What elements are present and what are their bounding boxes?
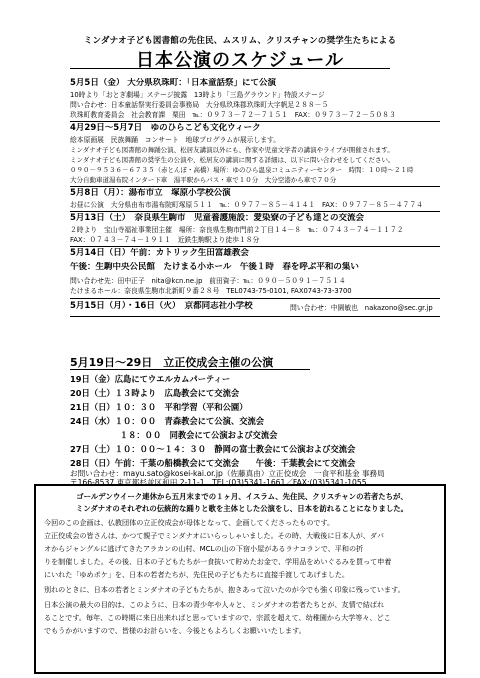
event-2-line-5: 大分自動車道湯布院インター下車 湯平駅からバス・車で１０分 大分空港から車で７０分 bbox=[70, 176, 337, 184]
message-line-10: ることです。毎年、この時期に来日出来ればと思っていますので、宗派を超えて、幼稚園から大学等々、どこ bbox=[44, 613, 391, 622]
rissho-item-2: 20日（土）１３時より 広島教会にて交流会 bbox=[70, 388, 240, 398]
event-5b-line-1: 問い合わせ先：田中正子 nita@kcn.ne.jp 前田資子：℡：０９０－５０９１－７５１４ bbox=[70, 277, 346, 285]
event-2-heading: 4月29日～5月7日 ゆのひらこども文化ウィーク bbox=[70, 123, 261, 133]
event-1-line-2: 問い合わせ：日本童話祭実行委員会事務局 大分県玖珠郡玖珠町大字帆足２８８－５ bbox=[70, 101, 329, 109]
event-5b-line-2: たけまるホール：奈良県生駒市北新町９番２８号 TEL0743-75-0101, FAX0743-73-3700 bbox=[70, 287, 352, 295]
divider bbox=[70, 186, 440, 187]
message-line-4: 立正佼成会の皆さんは、かつて親子でミンダナオにいらっしゃいました。その時、大戦後に日本人が、ダバ bbox=[44, 531, 384, 540]
event-4-line-1: ２時より 宝山寺福祉事業団主催 場所：奈良県生駒市門前２丁目１４－８ ℡：０７４３－７４－１１７２ bbox=[70, 226, 404, 234]
message-line-8: 別れのときに、日本の若者とミンダナオの子どもたちが、抱きあって泣いたのが今でも強く印象に残っています。 bbox=[44, 585, 405, 594]
event-5-heading: 5月14日（日）午前：カトリック生田富雄教会 bbox=[70, 248, 249, 258]
message-line-7: にいれた「ゆめポケ」を、日本の若者たちが、先住民の子どもたちに直接手渡してあげました。 bbox=[44, 570, 350, 579]
event-2-line-1: 絵本原画展 民族舞踊 コンサート 地球プログラムが展示します。 bbox=[70, 136, 281, 144]
rissho-item-5: １８：００ 同教会にて公演および交流会 bbox=[70, 430, 278, 440]
message-line-11: でもうかがいますので、皆様のお計らいを、今後ともよろしくお願いいたします。 bbox=[44, 626, 306, 635]
message-line-3: 今回のこの企画は、仏教団体の立正佼成会が母体となって、企画してくださったものです。 bbox=[44, 518, 335, 527]
rissho-item-6: 27日（土）１０：００～１４：３０ 静岡の富士教会にて公演および交流会 bbox=[70, 444, 356, 454]
divider bbox=[70, 246, 440, 247]
message-line-2: ミンダナオのそれぞれの伝統的な踊りと歌を主体とした公演をし、日本を訪れることになりました。 bbox=[75, 504, 409, 513]
message-line-1: ゴールデンウイーク連休から五月末までの１ヶ月、イスラム、先住民、クリスチャンの若者たちが、 bbox=[76, 492, 408, 501]
flyer-title: 日本公演のスケジュール bbox=[136, 50, 344, 71]
rissho-heading: 5月19日～29日 立正佼成会主催の公演 bbox=[70, 356, 274, 369]
message-line-9: 日本公演の最大の目的は、このように、日本の青少年や人々と、ミンダナオの若者たちとが、友情で結ばれ bbox=[44, 600, 385, 609]
message-line-6: りを制催しました。その後、日本の子どもたちが一食抜いて貯めたお金で、学用品をめいぐるみを買って申着 bbox=[44, 557, 392, 566]
title-underline bbox=[70, 68, 390, 69]
event-1-line-1: 10時より「おとぎ劇場」ステージ披露 13時より「三島グラウンド」特設ステージ bbox=[70, 91, 325, 99]
divider bbox=[70, 298, 440, 299]
event-2-line-4: ０９０－９５３６－６７３５（赤とんぼ・高橋）場所：ゆのひら温泉コミュニティーセンター 時間：１０時～２１時 bbox=[70, 166, 414, 174]
rissho-address: 〒166-8537 東京都杉並区和田 2-11-1 TEL:(03)5341-1661／FAX:(03)5341-1055 bbox=[70, 478, 367, 487]
event-2-line-2: ミンダナオ子ども図書館の舞踊公演、松居友講演以外にも、作家や児童文学者の講演やライブが開催されます。 bbox=[70, 146, 394, 154]
event-1-heading: 5月5日（金） 大分県玖珠町：「日本童話祭」にて公演 bbox=[70, 78, 277, 88]
event-4-line-2: FAX：０７４３－７４－１９１１ 近鉄生駒駅より徒歩１８分 bbox=[70, 236, 260, 244]
divider bbox=[70, 121, 440, 122]
rissho-item-7: 28日（日）午前：千葉の船橋教会にて交流会 午後：千葉教会にて交流会 bbox=[70, 458, 356, 468]
event-6-contact: 問い合わせ：中園敏也 nakazono@sec.gr.jp bbox=[290, 304, 433, 312]
event-2-line-3: ミンダナオ子ども図書館の奨学生の公演や、松居友の講演に関する詳細は、以下に問い合わせをしてください。 bbox=[70, 156, 395, 164]
event-1-line-3: 玖珠町教育委員会 社会教育課 栗田 ℡：０９７３－７２－７１５１ FAX：０９７３－７２－５０８３ bbox=[70, 111, 396, 119]
event-6-heading: 5月15日（月）・16日（火） 京都同志社小学校 bbox=[70, 301, 253, 311]
divider bbox=[70, 316, 440, 317]
event-3-line-1: お昼に公演 大分県由布市湯布院町塚原５１１ ℡：０９７７－８５－４１４１ FAX：０９７７－８５－４７７４ bbox=[70, 201, 423, 209]
rissho-item-1: 19日（金）広島にてウエルカムパーティー bbox=[70, 374, 231, 384]
rissho-item-3: 21日（日）１０：３０ 平和学習（平和公園） bbox=[70, 402, 248, 412]
rissho-contact: お問い合わせ：mayu.sato@kosei-kai.or.jp（佐藤真由）立正佼成会 一食平和基金 事務局 bbox=[70, 469, 385, 478]
message-line-5: オからジャングルに逃げてきたアラカンの山村、MCLの山の下宿小屋があるラナコランで、平和の折 bbox=[44, 544, 364, 553]
rissho-underline bbox=[70, 369, 310, 370]
event-3-heading: 5月8日（月）：湯布市立 塚原小学校公演 bbox=[70, 188, 231, 198]
message-box bbox=[34, 484, 446, 674]
rissho-item-4: 24日（水）１０：００ 青森教会にて公演、交流会 bbox=[70, 416, 265, 426]
event-5b-heading: 午後：生駒中央公民館 たけまる小ホール 午後１時 春を呼ぶ平和の集い bbox=[70, 262, 359, 272]
event-4-heading: 5月13日（土） 奈良県生駒市 児童養護施設：愛染寮の子ども達との交流会 bbox=[70, 213, 364, 223]
divider bbox=[70, 211, 440, 212]
flyer-subtitle: ミンダナオ子ども図書館の先住民、ムスリム、クリスチャンの奨学生たちによる bbox=[83, 36, 397, 46]
